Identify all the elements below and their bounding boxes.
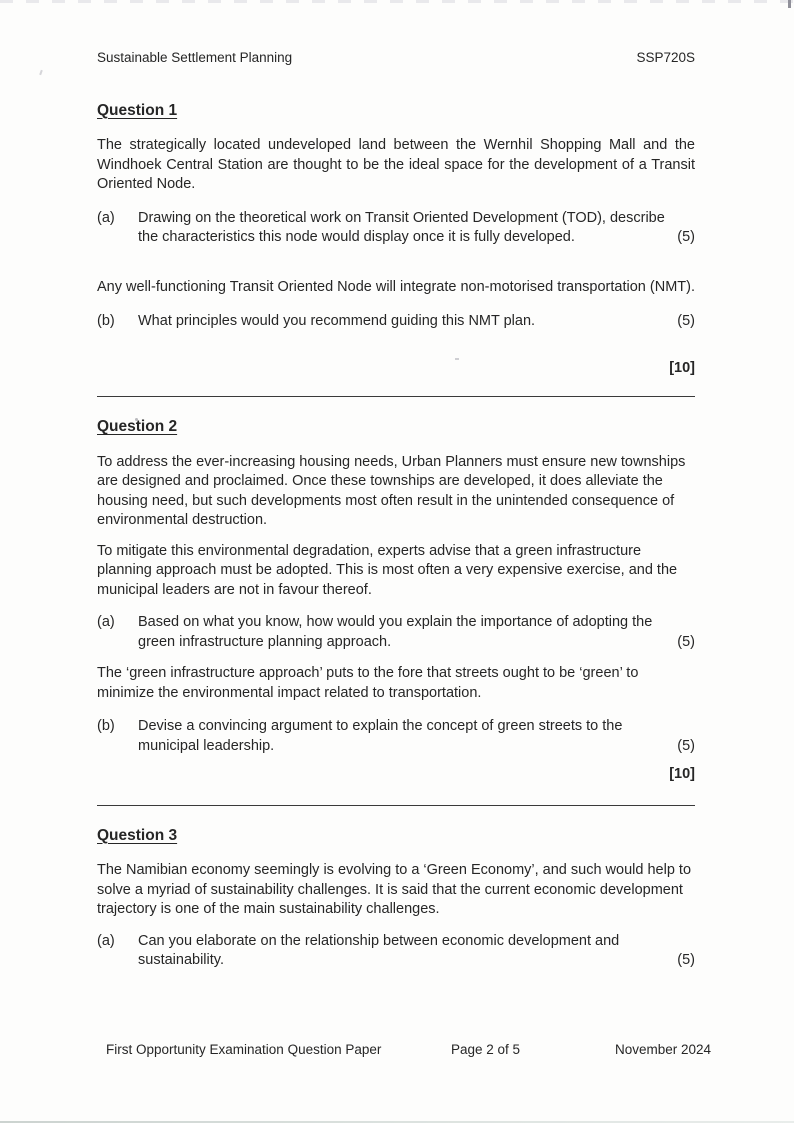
question-2-item-b xyxy=(97,717,695,756)
item-text: Based on what you know, how would you explain the importance of adopting the green infrastructure planning approach. xyxy=(138,614,653,650)
question-3-item-a xyxy=(97,932,695,971)
question-2-note: The ‘green infrastructure approach’ puts to the fore that streets ought to be ‘green’ to minimize the environmental impact related to transportation. xyxy=(97,665,639,701)
item-marks: (5) xyxy=(677,229,695,245)
item-text: Devise a convincing argument to explain the concept of green streets to the municipal leadership. xyxy=(138,718,623,754)
scan-artifact-corner-tick xyxy=(788,0,791,8)
item-marks: (5) xyxy=(677,737,695,754)
section-divider xyxy=(97,805,695,806)
section-divider xyxy=(97,396,695,397)
item-text: What principles would you recommend guiding this NMT plan. xyxy=(138,313,536,329)
item-marks: (5) xyxy=(677,952,695,968)
question-2-title: Question 2 xyxy=(97,418,178,435)
question-1-total-marks: [10] xyxy=(669,359,695,376)
item-label: (a) xyxy=(97,614,115,630)
footer-paper-name: First Opportunity Examination Question Paper xyxy=(106,1042,382,1057)
question-3-intro: The Namibian economy seemingly is evolving to a ‘Green Economy’, and such would help to solve a myriad of sustainability challenges. It is said that the current economic development trajectory is one of the main sustainability challenges. xyxy=(97,862,692,917)
footer-page-number: Page 2 of 5 xyxy=(451,1042,521,1057)
question-2-total-marks: [10] xyxy=(669,766,695,782)
item-label: (a) xyxy=(97,209,115,226)
question-1-note: Any well-functioning Transit Oriented Node will integrate non-motorised transportation (NMT). xyxy=(97,278,695,295)
item-label: (b) xyxy=(97,718,115,734)
item-marks: (5) xyxy=(677,633,695,650)
question-2-item-a xyxy=(97,613,695,652)
item-text: Can you elaborate on the relationship between economic development and sustainability. xyxy=(138,932,620,968)
question-3-title: Question 3 xyxy=(97,826,178,844)
footer-date: November 2024 xyxy=(615,1042,712,1057)
item-text: Drawing on the theoretical work on Transit Oriented Development (TOD), describe the characteristics this node would display once it is fully developed. xyxy=(138,209,665,245)
page-content xyxy=(97,0,695,971)
item-label: (b) xyxy=(97,313,115,329)
item-label: (a) xyxy=(97,932,115,949)
scan-speck xyxy=(39,70,43,75)
course-title: Sustainable Settlement Planning xyxy=(97,50,293,65)
question-1-intro: The strategically located undeveloped land between the Wernhil Shopping Mall and the Windhoek Central Station are thought to be the ideal space for the development of a Transit Oriented Node. xyxy=(97,137,695,192)
question-2-intro-2: To mitigate this environmental degradation, experts advise that a green infrastructure planning approach must be adopted. This is most often a very expensive exercise, and the municipal leaders are not in favour thereof. xyxy=(97,542,678,598)
question-2-intro-1: To address the ever-increasing housing needs, Urban Planners must ensure new townships are designed and proclaimed. Once these townships are developed, it does alleviate the housing need, but such developments most often result in the unintended consequence of environmental destruction. xyxy=(97,453,686,528)
page-header xyxy=(97,0,695,68)
question-1-item-a xyxy=(97,209,695,248)
item-marks: (5) xyxy=(677,313,695,329)
question-1-item-b xyxy=(97,312,695,332)
course-code: SSP720S xyxy=(636,50,695,65)
question-1-title: Question 1 xyxy=(97,101,178,119)
